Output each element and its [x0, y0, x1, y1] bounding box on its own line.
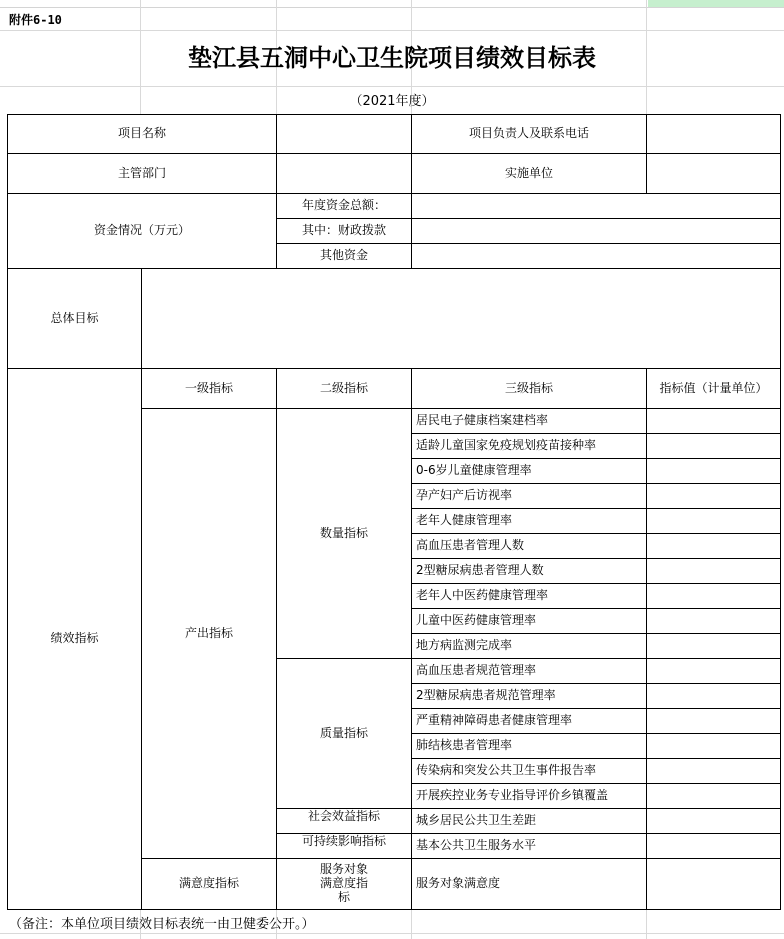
- overall-goal-label: 总体目标: [7, 269, 142, 369]
- indicator-value[interactable]: [647, 859, 781, 910]
- indicator-value[interactable]: [647, 759, 781, 784]
- indicator-item: 2型糖尿病患者管理人数: [412, 559, 647, 584]
- funds-fiscal-label: 其中：财政拨款: [277, 219, 412, 244]
- funds-fiscal-value[interactable]: [412, 219, 781, 244]
- indicator-item: 肺结核患者管理率: [412, 734, 647, 759]
- funds-label: 资金情况（万元）: [7, 194, 277, 269]
- indicator-item: 地方病监测完成率: [412, 634, 647, 659]
- satisfaction-indicator-label: 满意度指标: [142, 859, 277, 910]
- indicator-item: 高血压患者规范管理率: [412, 659, 647, 684]
- project-owner-value[interactable]: [647, 114, 781, 154]
- output-indicator-label: 产出指标: [142, 409, 277, 859]
- indicator-item: 适龄儿童国家免疫规划疫苗接种率: [412, 434, 647, 459]
- selected-cell-highlight: [648, 0, 784, 7]
- funds-other-label: 其他资金: [277, 244, 412, 269]
- indicator-item: 老年人健康管理率: [412, 509, 647, 534]
- attachment-number: 附件6-10: [9, 13, 62, 27]
- indicator-item: 城乡居民公共卫生差距: [412, 809, 647, 834]
- social-benefit-indicator-label: 社会效益指标: [277, 809, 412, 834]
- satisfaction-sub-label: 服务对象满意度指标: [277, 859, 412, 910]
- header-level3: 三级指标: [412, 369, 647, 409]
- indicator-value[interactable]: [647, 559, 781, 584]
- year-label: （2021年度）: [349, 94, 435, 109]
- indicator-value[interactable]: [647, 534, 781, 559]
- indicator-value[interactable]: [647, 409, 781, 434]
- overall-goal-value[interactable]: [142, 269, 781, 369]
- indicator-value[interactable]: [647, 509, 781, 534]
- indicator-value[interactable]: [647, 459, 781, 484]
- indicator-value[interactable]: [647, 834, 781, 859]
- gridline: [0, 86, 784, 87]
- indicator-item: 孕产妇产后访视率: [412, 484, 647, 509]
- gridline: [0, 933, 784, 934]
- indicator-value[interactable]: [647, 584, 781, 609]
- indicator-value[interactable]: [647, 484, 781, 509]
- indicator-item: 2型糖尿病患者规范管理率: [412, 684, 647, 709]
- funds-total-label: 年度资金总额：: [277, 194, 412, 219]
- indicator-value[interactable]: [647, 609, 781, 634]
- gridline: [0, 30, 784, 31]
- implementing-unit-label: 实施单位: [412, 154, 647, 194]
- quality-indicator-label: 质量指标: [277, 659, 412, 809]
- funds-total-value[interactable]: [412, 194, 781, 219]
- indicator-value[interactable]: [647, 709, 781, 734]
- header-level2: 二级指标: [277, 369, 412, 409]
- performance-indicators-label: 绩效指标: [7, 369, 142, 910]
- department-label: 主管部门: [7, 154, 277, 194]
- footer-note: （备注：本单位项目绩效目标表统一由卫健委公开。）: [9, 917, 315, 932]
- department-value[interactable]: [277, 154, 412, 194]
- indicator-value[interactable]: [647, 434, 781, 459]
- header-level1: 一级指标: [142, 369, 277, 409]
- indicator-item: 服务对象满意度: [412, 859, 647, 910]
- indicator-value[interactable]: [647, 659, 781, 684]
- project-name-value[interactable]: [277, 114, 412, 154]
- indicator-item: 0-6岁儿童健康管理率: [412, 459, 647, 484]
- indicator-item: 基本公共卫生服务水平: [412, 834, 647, 859]
- project-name-label: 项目名称: [7, 114, 277, 154]
- indicator-item: 高血压患者管理人数: [412, 534, 647, 559]
- indicator-item: 严重精神障碍患者健康管理率: [412, 709, 647, 734]
- project-owner-label: 项目负责人及联系电话: [412, 114, 647, 154]
- page-title: 垫江县五洞中心卫生院项目绩效目标表: [188, 43, 596, 72]
- indicator-item: 传染病和突发公共卫生事件报告率: [412, 759, 647, 784]
- indicator-value[interactable]: [647, 684, 781, 709]
- indicator-item: 开展疾控业务专业指导评价乡镇覆盖: [412, 784, 647, 809]
- indicator-value[interactable]: [647, 809, 781, 834]
- funds-other-value[interactable]: [412, 244, 781, 269]
- indicator-value[interactable]: [647, 784, 781, 809]
- indicator-value[interactable]: [647, 734, 781, 759]
- indicator-item: 居民电子健康档案建档率: [412, 409, 647, 434]
- sustainability-indicator-label: 可持续影响指标: [277, 834, 412, 859]
- indicator-item: 老年人中医药健康管理率: [412, 584, 647, 609]
- implementing-unit-value[interactable]: [647, 154, 781, 194]
- indicator-value[interactable]: [647, 634, 781, 659]
- quantity-indicator-label: 数量指标: [277, 409, 412, 659]
- indicator-item: 儿童中医药健康管理率: [412, 609, 647, 634]
- header-value: 指标值（计量单位）: [647, 369, 781, 409]
